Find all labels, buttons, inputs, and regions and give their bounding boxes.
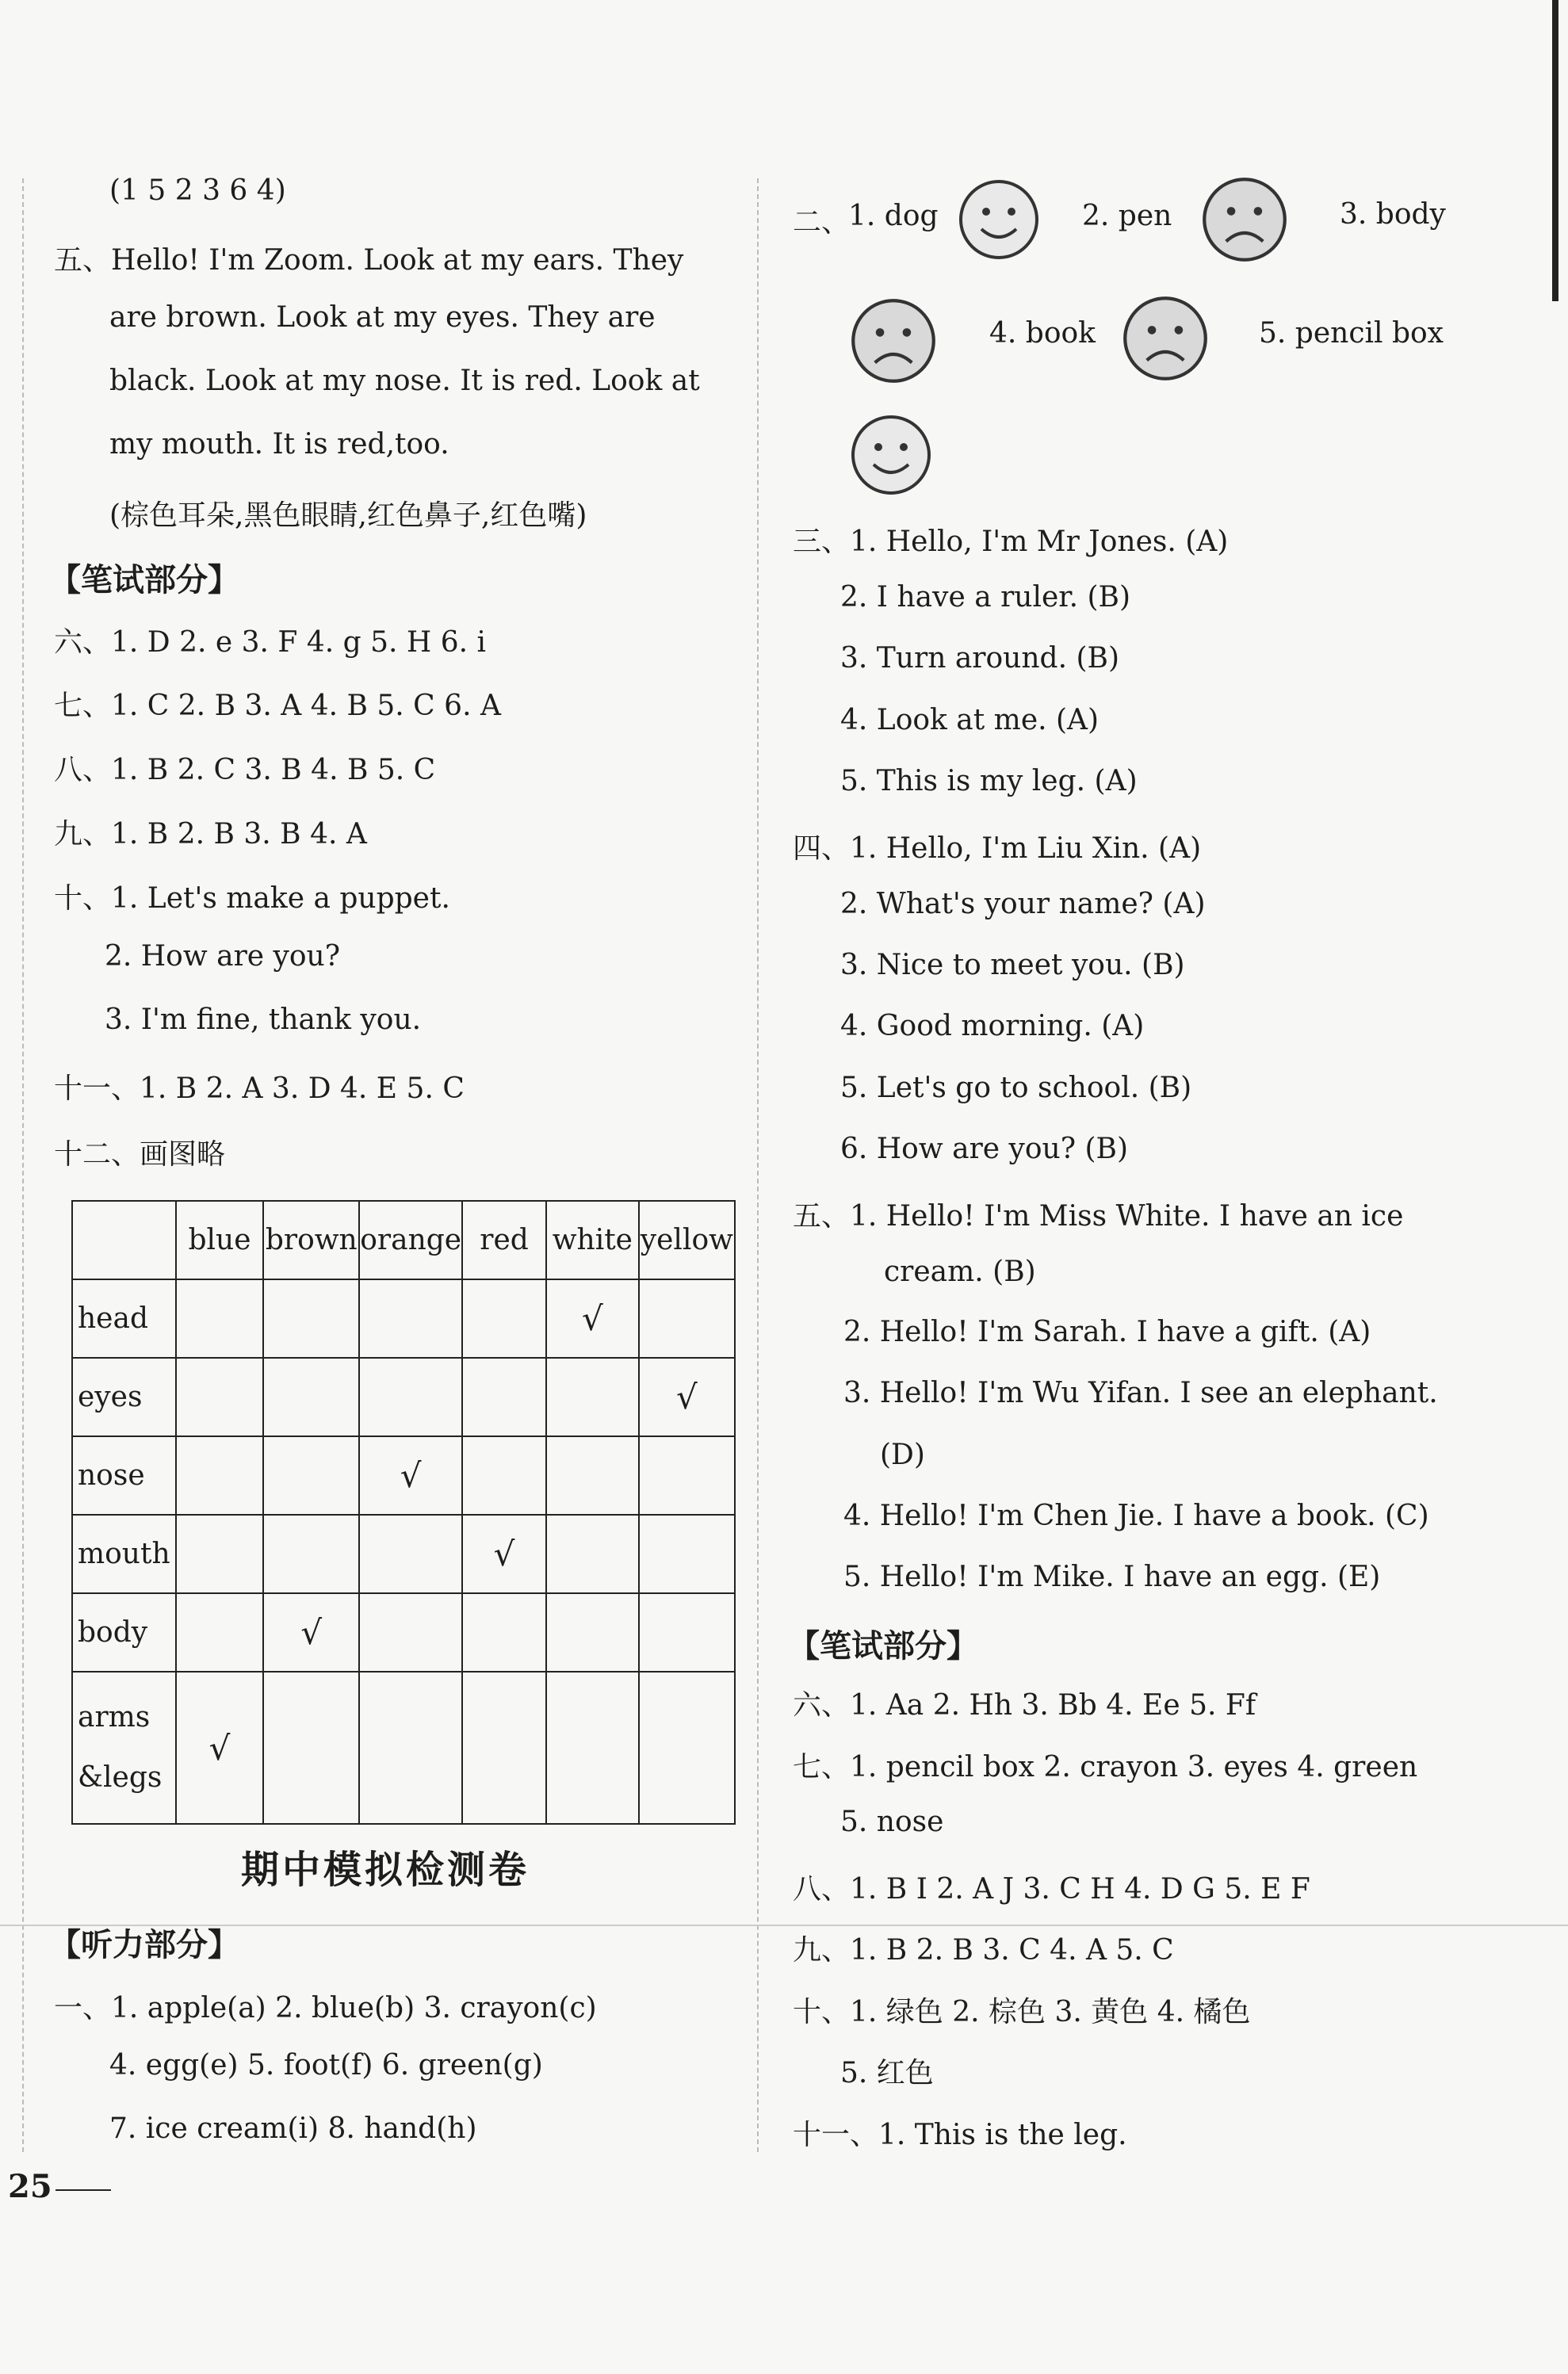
table-cell [639,1436,735,1515]
q5-translation: (棕色耳朵,黑色眼睛,红色鼻子,红色嘴) [109,499,587,532]
q2-prefix: 二、 [793,206,851,239]
q8-answers: 八、1. B 2. C 3. B 4. B 5. C [54,754,436,786]
table-cell [263,1436,359,1515]
q10-answer-2: 2. How are you? [105,940,341,973]
order-answer: (1 5 2 3 6 4) [109,174,286,207]
sad-face-icon [1122,295,1209,382]
table-header-cell: blue [176,1201,264,1279]
table-cell: √ [462,1515,546,1593]
q5-line-3: 3. Hello! I'm Wu Yifan. I see an elephant. [843,1377,1438,1409]
table-row [72,1358,735,1436]
q5-line-4: 4. Hello! I'm Chen Jie. I have a book. (C) [843,1500,1429,1532]
q5-line-4: my mouth. It is red,too. [109,428,449,461]
table-header-cell [72,1201,176,1279]
q9-answers: 九、1. B 2. B 3. C 4. A 5. C [793,1934,1174,1967]
q4-line-1: 四、1. Hello, I'm Liu Xin. (A) [793,832,1202,865]
q7-answers: 七、1. C 2. B 3. A 4. B 5. C 6. A [54,690,501,722]
listening-q1-line-2: 4. egg(e) 5. foot(f) 6. green(g) [109,2049,543,2082]
left-margin-line [22,178,24,2152]
table-cell [359,1593,462,1672]
q4-line-3: 3. Nice to meet you. (B) [840,949,1185,981]
table-cell: √ [639,1358,735,1436]
table-cell [176,1593,264,1672]
table-cell [176,1436,264,1515]
table-cell [462,1672,546,1824]
table-row [72,1593,735,1672]
q7-answers-2: 5. nose [840,1806,944,1838]
table-cell [462,1593,546,1672]
page-number-dash [55,2189,111,2191]
table-cell [546,1358,639,1436]
q6-answers: 六、1. Aa 2. Hh 3. Bb 4. Ee 5. Ff [793,1689,1256,1722]
table-cell [462,1436,546,1515]
q3-line-5: 5. This is my leg. (A) [840,765,1138,797]
q4-line-5: 5. Let's go to school. (B) [840,1072,1192,1104]
q3-line-4: 4. Look at me. (A) [840,704,1100,736]
q10-answer-3: 3. I'm fine, thank you. [105,1004,422,1036]
q10-answers-2: 5. 红色 [840,2057,934,2089]
q5-line-1b: cream. (B) [884,1256,1036,1288]
table-cell [639,1672,735,1824]
q12-answer: 十二、画图略 [54,1138,226,1171]
table-cell [462,1279,546,1358]
column-divider [757,178,759,2152]
q2-item-1: 1. dog [848,200,939,232]
row-label: mouth [72,1515,176,1593]
table-cell [462,1358,546,1436]
q5-line-2: are brown. Look at my eyes. They are [109,301,656,334]
table-cell [639,1593,735,1672]
table-cell [263,1515,359,1593]
table-cell: √ [359,1436,462,1515]
color-table [71,1200,736,1825]
q4-line-4: 4. Good morning. (A) [840,1010,1145,1042]
table-cell [546,1593,639,1672]
table-row [72,1436,735,1515]
row-label: arms &legs [72,1672,176,1824]
q2-item-3: 3. body [1340,198,1446,231]
q9-answers: 九、1. B 2. B 3. B 4. A [54,818,367,851]
table-cell [263,1358,359,1436]
table-cell [639,1279,735,1358]
q2-item-5: 5. pencil box [1259,317,1444,350]
q10-answer-1: 十、1. Let's make a puppet. [54,882,450,915]
q5-line-3: black. Look at my nose. It is red. Look at [109,365,700,397]
table-header-cell: brown [263,1201,359,1279]
section-listening: 【听力部分】 [49,1927,239,1963]
table-cell [359,1672,462,1824]
table-row [72,1279,735,1358]
table-cell [359,1515,462,1593]
row-label: eyes [72,1358,176,1436]
q6-answers: 六、1. D 2. e 3. F 4. g 5. H 6. i [54,626,487,659]
table-cell [639,1515,735,1593]
sad-face-icon [850,297,937,384]
row-label: body [72,1593,176,1672]
row-label: head [72,1279,176,1358]
table-cell [176,1358,264,1436]
q5-line-1: 五、Hello! I'm Zoom. Look at my ears. They [54,244,684,277]
listening-q1-line-3: 7. ice cream(i) 8. hand(h) [109,2112,477,2145]
table-cell: √ [263,1593,359,1672]
table-header-row [72,1201,735,1279]
q10-answers-1: 十、1. 绿色 2. 棕色 3. 黄色 4. 橘色 [793,1996,1251,2028]
table-cell: √ [546,1279,639,1358]
q3-line-2: 2. I have a ruler. (B) [840,581,1130,614]
q7-answers-1: 七、1. pencil box 2. crayon 3. eyes 4. green [793,1751,1418,1783]
q2-item-2: 2. pen [1082,200,1172,232]
q5-line-2: 2. Hello! I'm Sarah. I have a gift. (A) [843,1316,1371,1348]
exam-title: 期中模拟检测卷 [241,1848,530,1892]
page-number: 25 [8,2168,52,2205]
table-cell [359,1279,462,1358]
smiley-face-icon [850,414,932,496]
row-label: nose [72,1436,176,1515]
q4-line-6: 6. How are you? (B) [840,1133,1129,1165]
q4-line-2: 2. What's your name? (A) [840,888,1206,920]
table-cell [263,1279,359,1358]
table-header-cell: yellow [639,1201,735,1279]
q5-line-3b: (D) [880,1439,925,1471]
sad-face-icon [1201,176,1288,263]
table-row [72,1672,735,1824]
table-cell [546,1515,639,1593]
q5-line-1: 五、1. Hello! I'm Miss White. I have an ice [793,1200,1404,1233]
q11-answer: 十一、1. This is the leg. [793,2119,1127,2151]
q11-answers: 十一、1. B 2. A 3. D 4. E 5. C [54,1072,465,1105]
table-header-cell: red [462,1201,546,1279]
section-written: 【笔试部分】 [788,1628,978,1665]
listening-q1-line-1: 一、1. apple(a) 2. blue(b) 3. crayon(c) [54,1992,597,2024]
table-row [72,1515,735,1593]
q2-item-4: 4. book [989,317,1096,350]
table-header-cell: white [546,1201,639,1279]
page-edge-bar [1552,0,1558,301]
table-cell [546,1436,639,1515]
table-cell [546,1672,639,1824]
table-cell: √ [176,1672,264,1824]
table-cell [263,1672,359,1824]
q5-line-5: 5. Hello! I'm Mike. I have an egg. (E) [843,1561,1381,1593]
section-written: 【笔试部分】 [49,562,239,598]
smiley-face-icon [958,178,1040,261]
table-cell [176,1515,264,1593]
table-cell [176,1279,264,1358]
table-header-cell: orange [359,1201,462,1279]
table-cell [359,1358,462,1436]
q3-line-1: 三、1. Hello, I'm Mr Jones. (A) [793,526,1229,558]
q8-answers: 八、1. B I 2. A J 3. C H 4. D G 5. E F [793,1873,1310,1906]
q3-line-3: 3. Turn around. (B) [840,642,1120,675]
